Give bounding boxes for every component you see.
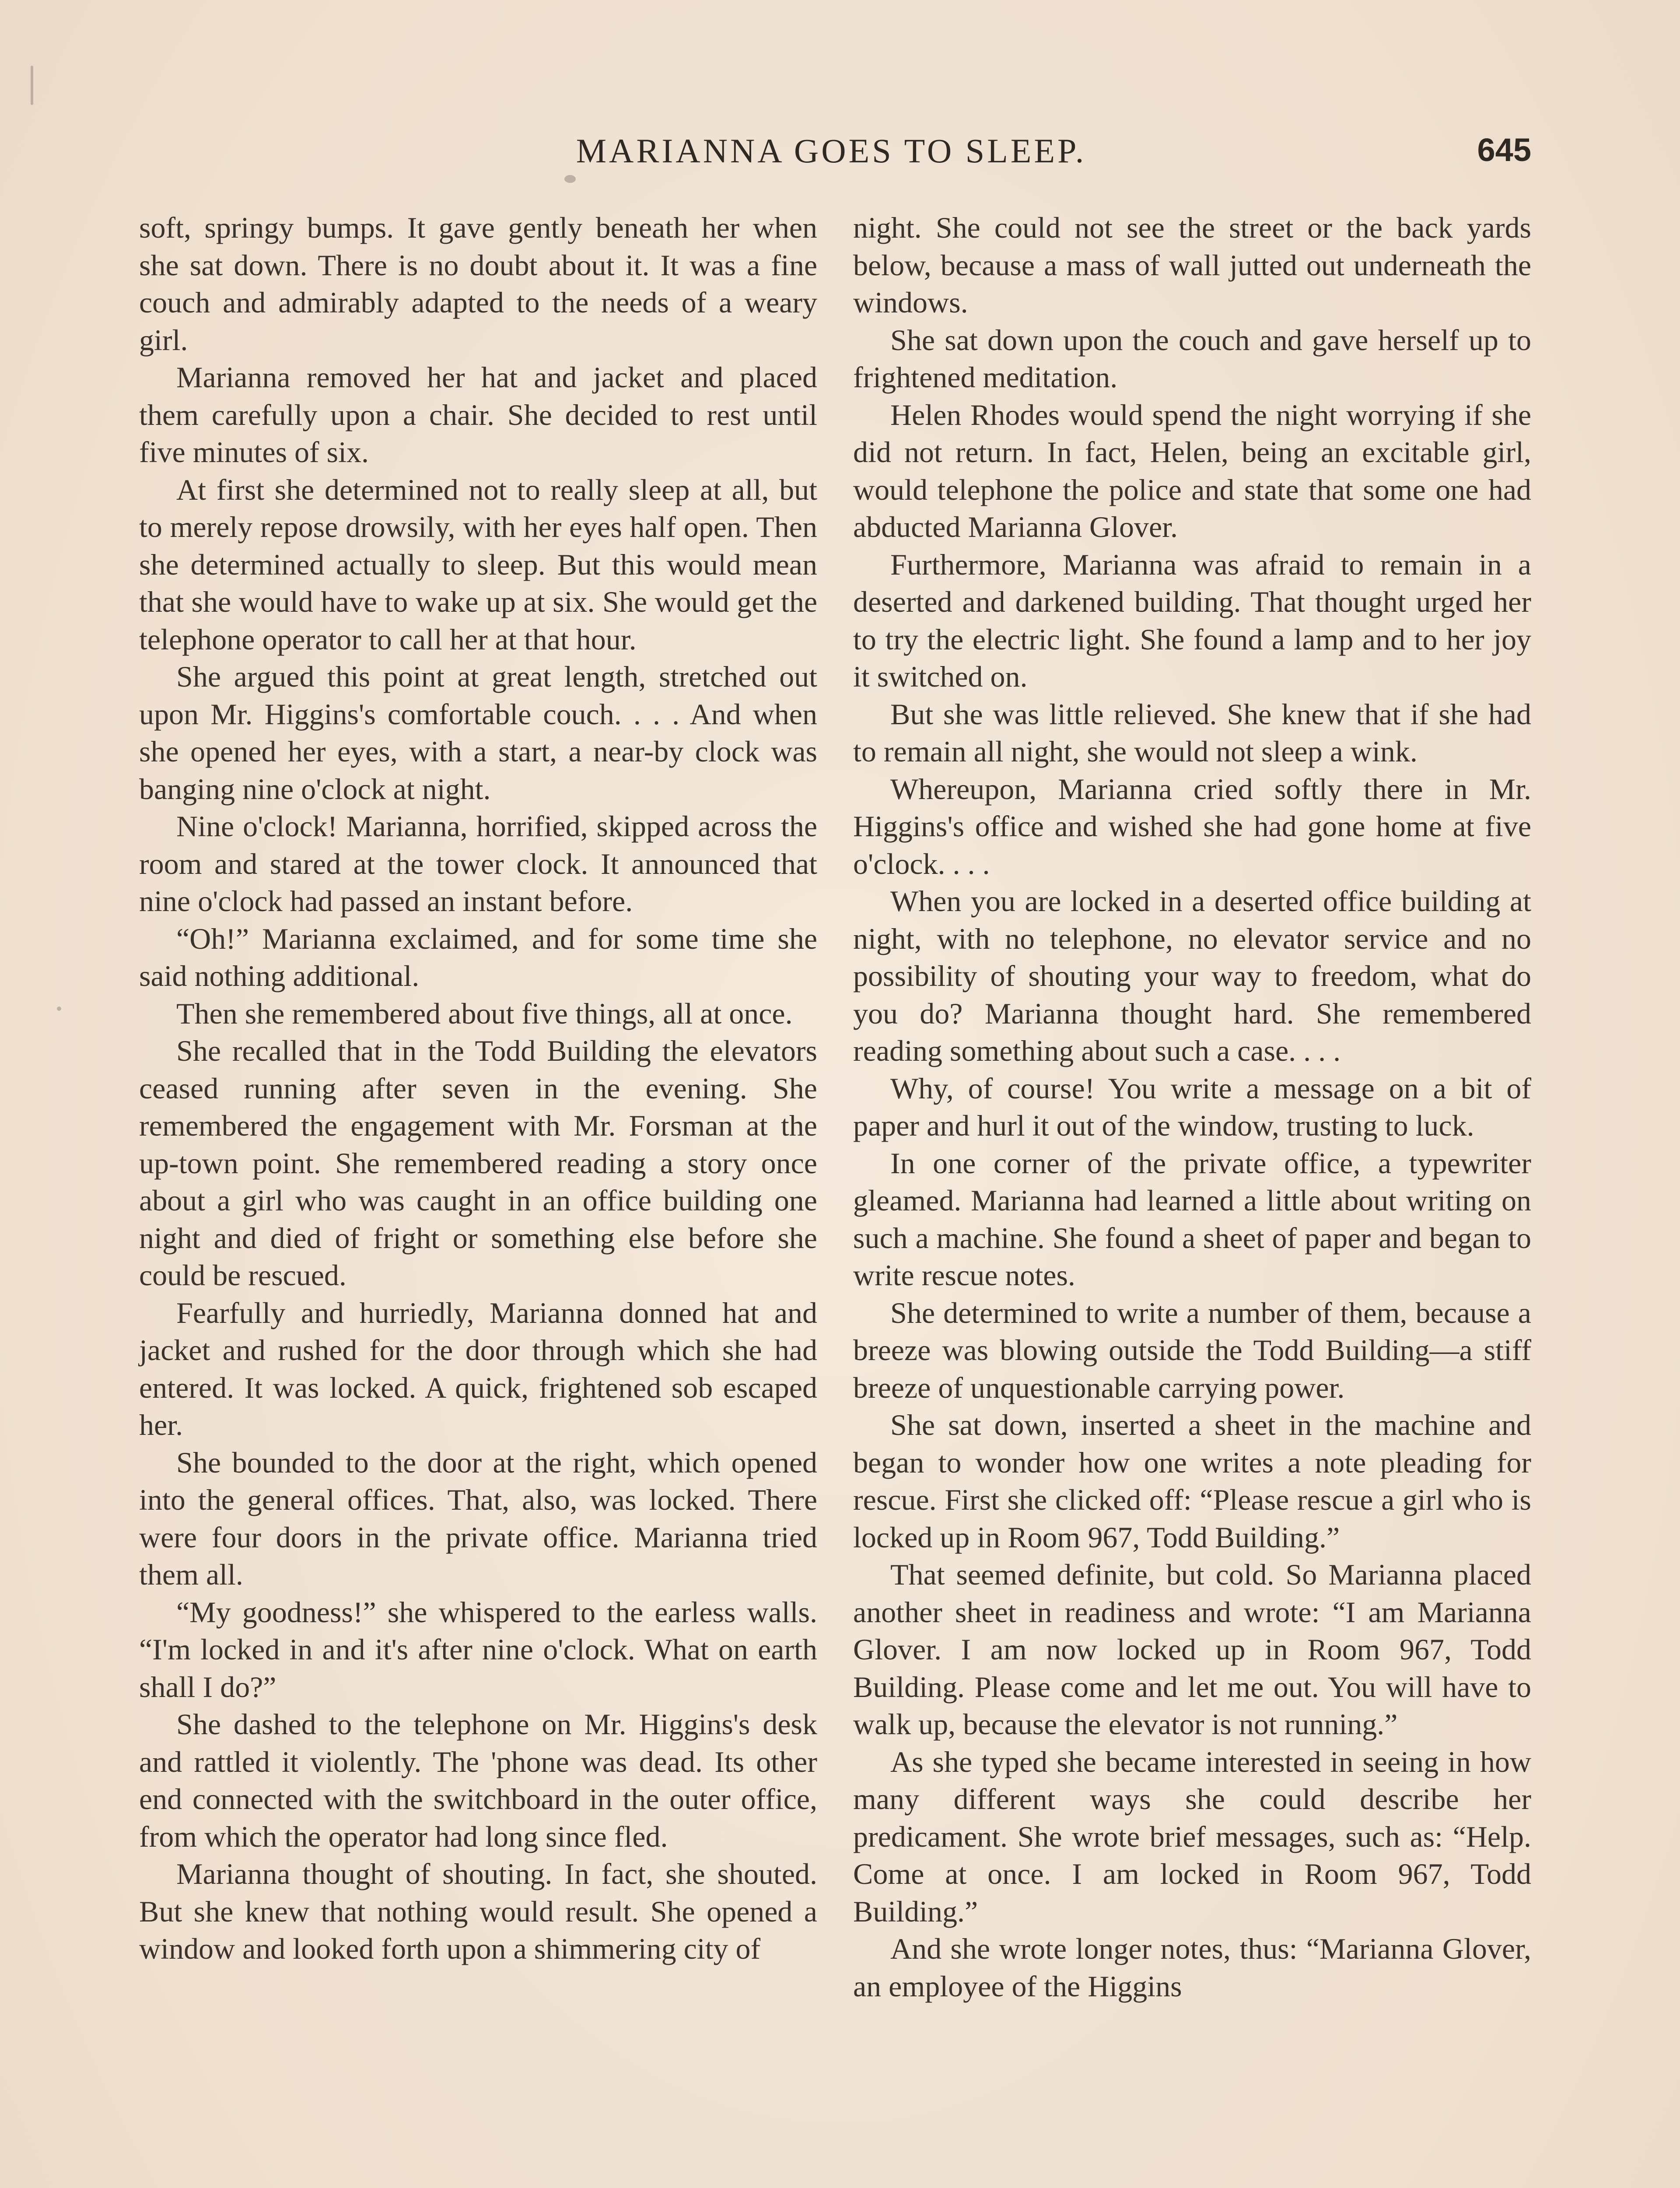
paragraph: As she typed she became interested in seeing in how many different ways she could describe her predicament. She wrote brief messages, such as: “Help. Come at once. I am locked in Room 967, Todd Building.”: [853, 1745, 1531, 1928]
print-speck: [57, 1006, 61, 1011]
paragraph: She sat down upon the couch and gave herself up to frightened meditation.: [853, 323, 1531, 394]
paragraph: She dashed to the telephone on Mr. Higgins's desk and rattled it violently. The 'phone was dead. Its other end connected with the switchboard in the outer office, from which the operator had long since fled.: [139, 1708, 817, 1853]
paragraph: Whereupon, Marianna cried softly there in Mr. Higgins's office and wished she had gone home at five o'clock. . . .: [853, 772, 1531, 880]
paragraph: “My goodness!” she whispered to the earless walls. “I'm locked in and it's after nine o'clock. What on earth shall I do?”: [139, 1595, 817, 1704]
paragraph: Fearfully and hurriedly, Marianna donned hat and jacket and rushed for the door through which she had entered. It was locked. A quick, frightened sob escaped her.: [139, 1296, 817, 1441]
paragraph: But she was little relieved. She knew that if she had to remain all night, she would not sleep a wink.: [853, 697, 1531, 768]
paragraph: Nine o'clock! Marianna, horrified, skipped across the room and stared at the tower clock. It announced that nine o'clock had passed an instant before.: [139, 810, 817, 918]
paragraph: Then she remembered about five things, all at once.: [176, 996, 793, 1030]
paragraph: When you are locked in a deserted office building at night, with no telephone, no elevator service and no possibility of shouting your way to freedom, what do you do? Marianna thought hard. She remembered reading something about such a case. . . .: [853, 884, 1531, 1067]
paragraph: She argued this point at great length, stretched out upon Mr. Higgins's comfortable couch. . . . And when she opened her eyes, with a start, a near-by clock was banging nine o'clock at night.: [139, 660, 817, 806]
paragraph: At first she determined not to really sleep at all, but to merely repose drowsily, with her eyes half open. Then she determined actually to sleep. But this would mean that she would have to wake up at six. She would get the telephone operator to call her at that hour.: [139, 473, 817, 656]
paragraph: soft, springy bumps. It gave gently beneath her when she sat down. There is no doubt about it. It was a fine couch and admirably adapted to the needs of a weary girl.: [139, 211, 817, 357]
paragraph: That seemed definite, but cold. So Marianna placed another sheet in readiness and wrote: “I am Marianna Glover. I am now locked up in Room 967, Todd Building. Please come and let me out. You will have to walk up, because the elevator is not running.”: [853, 1558, 1531, 1741]
page-number: 645: [1477, 132, 1531, 168]
paragraph: She bounded to the door at the right, which opened into the general offices. That, also, was locked. There were four doors in the private office. Marianna tried them all.: [139, 1445, 817, 1591]
paragraph: “Oh!” Marianna exclaimed, and for some time she said nothing additional.: [139, 922, 817, 992]
paragraph: In one corner of the private office, a typewriter gleamed. Marianna had learned a little about writing on such a machine. She found a sheet of paper and began to write rescue notes.: [853, 1146, 1531, 1292]
paragraph: She sat down, inserted a sheet in the machine and began to wonder how one writes a note pleading for rescue. First she clicked off: “Please rescue a girl who is locked up in Room 967, Todd Building.”: [853, 1408, 1531, 1554]
paragraph: Helen Rhodes would spend the night worrying if she did not return. In fact, Helen, being an excitable girl, would telephone the police and state that some one had abducted Marianna Glover.: [853, 398, 1531, 543]
text-column-right: [853, 209, 1531, 2005]
paragraph: Marianna removed her hat and jacket and placed them carefully upon a chair. She decided to rest until five minutes of six.: [139, 361, 817, 469]
paragraph: She determined to write a number of them, because a breeze was blowing outside the Todd Building—a stiff breeze of unquestionable carrying power.: [853, 1296, 1531, 1404]
paragraph: And she wrote longer notes, thus: “Marianna Glover, an employee of the Higgins: [853, 1932, 1531, 2003]
page-header: [131, 131, 1531, 179]
paragraph: She recalled that in the Todd Building the elevators ceased running after seven in the evening. She remembered the engagement with Mr. Forsman at the up-town point. She remembered reading a story once about a girl who was caught in an office building one night and died of fright or something else before she could be rescued.: [139, 1034, 817, 1292]
print-speck: [31, 66, 33, 105]
paragraph: night. She could not see the street or the back yards below, because a mass of wall jutted out underneath the windows.: [853, 211, 1531, 319]
paragraph: Furthermore, Marianna was afraid to remain in a deserted and darkened building. That thought urged her to try the electric light. She found a lamp and to her joy it switched on.: [853, 547, 1531, 693]
paragraph: Why, of course! You write a message on a bit of paper and hurl it out of the window, trusting to luck.: [853, 1071, 1531, 1142]
text-column-left: [139, 209, 817, 1968]
paragraph: Marianna thought of shouting. In fact, she shouted. But she knew that nothing would result. She opened a window and looked forth upon a shimmering city of: [139, 1857, 817, 1965]
running-title: MARIANNA GOES TO SLEEP.: [576, 132, 1087, 170]
